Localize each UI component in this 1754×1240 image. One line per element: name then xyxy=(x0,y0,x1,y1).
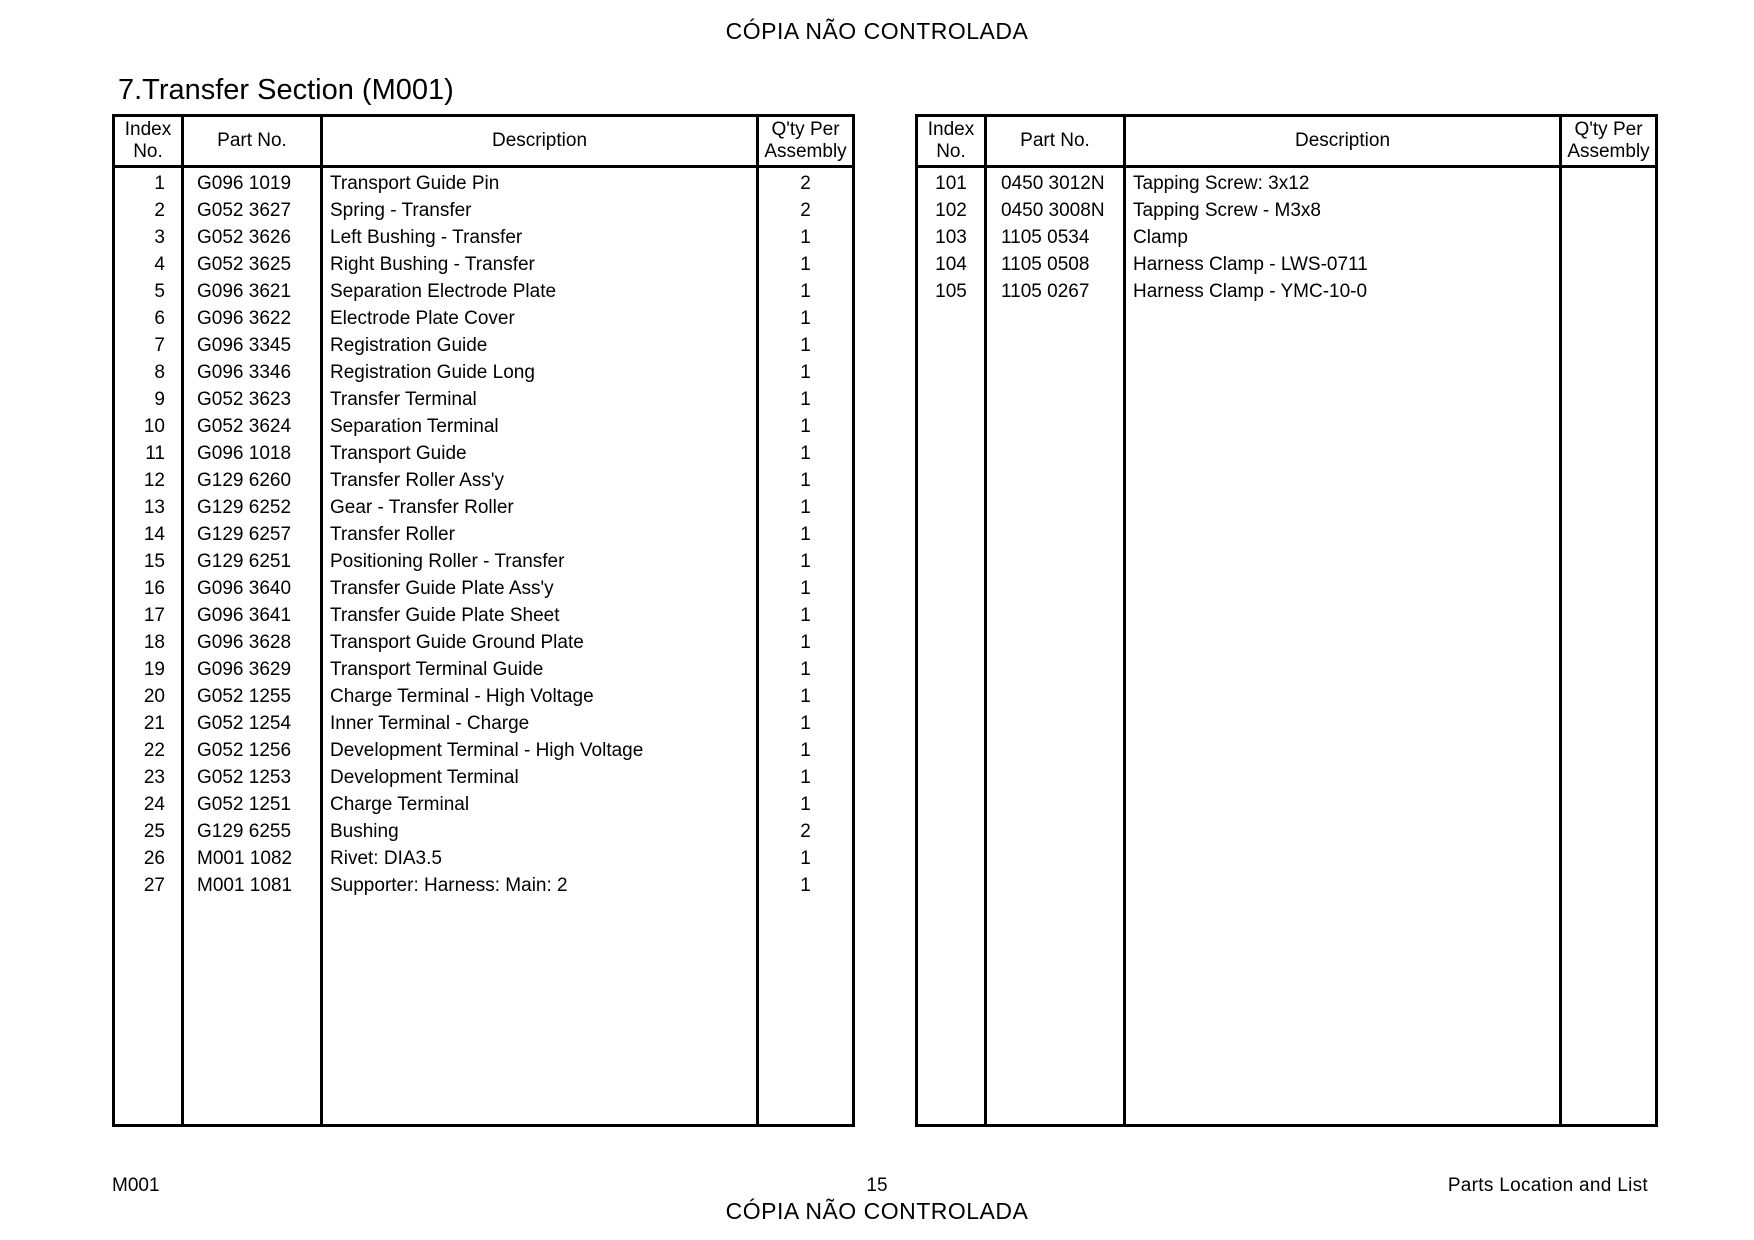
footer-section-name: Parts Location and List xyxy=(1447,1175,1648,1196)
qty-header-line1: Q'ty Per xyxy=(1574,119,1643,140)
table-header-row xyxy=(114,116,854,167)
part-no-cell: G096 1018 xyxy=(183,440,322,467)
index-header-line1: Index xyxy=(124,119,172,140)
qty-cell xyxy=(1561,167,1657,198)
empty-cell xyxy=(1561,305,1657,1126)
empty-cell xyxy=(322,899,758,1126)
qty-header xyxy=(758,116,854,167)
table-filler-row xyxy=(114,899,854,1126)
table-row xyxy=(114,440,854,467)
index-cell: 21 xyxy=(143,712,165,734)
qty-cell: 1 xyxy=(758,872,854,899)
qty-cell: 1 xyxy=(758,683,854,710)
parts-table-left-body xyxy=(114,167,854,1126)
index-cell: 16 xyxy=(143,577,165,599)
description-cell: Transport Guide xyxy=(322,440,758,467)
description-cell: Electrode Plate Cover xyxy=(322,305,758,332)
empty-cell xyxy=(114,899,183,1126)
table-row xyxy=(114,548,854,575)
qty-cell: 2 xyxy=(758,167,854,198)
table-row xyxy=(917,278,1657,305)
description-cell: Right Bushing - Transfer xyxy=(322,251,758,278)
table-row xyxy=(114,710,854,737)
index-cell: 4 xyxy=(154,253,165,275)
qty-header-line2: Assembly xyxy=(1567,141,1650,162)
empty-cell xyxy=(183,899,322,1126)
description-cell: Clamp xyxy=(1125,224,1561,251)
table-row xyxy=(114,575,854,602)
part-no-cell: G052 3626 xyxy=(183,224,322,251)
index-cell: 1 xyxy=(154,172,165,194)
qty-cell: 2 xyxy=(758,197,854,224)
part-no-cell: G096 3640 xyxy=(183,575,322,602)
qty-header-line1: Q'ty Per xyxy=(771,119,840,140)
part-no-cell: G129 6252 xyxy=(183,494,322,521)
part-no-cell: G052 1251 xyxy=(183,791,322,818)
part-no-cell: G096 3629 xyxy=(183,656,322,683)
table-filler-row xyxy=(917,305,1657,1126)
index-cell: 20 xyxy=(143,685,165,707)
table-row xyxy=(114,764,854,791)
index-header-line1: Index xyxy=(927,119,975,140)
index-cell: 105 xyxy=(935,280,967,302)
index-cell: 8 xyxy=(154,361,165,383)
table-header-row xyxy=(917,116,1657,167)
index-cell: 6 xyxy=(154,307,165,329)
part-no-cell: G052 1253 xyxy=(183,764,322,791)
qty-cell: 1 xyxy=(758,359,854,386)
qty-cell: 1 xyxy=(758,386,854,413)
index-cell: 104 xyxy=(935,253,967,275)
part-no-cell: G052 1254 xyxy=(183,710,322,737)
description-cell: Registration Guide xyxy=(322,332,758,359)
table-row xyxy=(114,494,854,521)
description-header: Description xyxy=(322,116,758,167)
part-no-cell: G096 3622 xyxy=(183,305,322,332)
qty-cell: 1 xyxy=(758,278,854,305)
empty-cell xyxy=(917,305,986,1126)
qty-cell: 1 xyxy=(758,521,854,548)
table-row xyxy=(114,845,854,872)
description-cell: Harness Clamp - LWS-0711 xyxy=(1125,251,1561,278)
description-cell: Transport Guide Pin xyxy=(322,167,758,198)
qty-cell: 1 xyxy=(758,629,854,656)
qty-header-line2: Assembly xyxy=(764,141,847,162)
part-no-cell: G052 1255 xyxy=(183,683,322,710)
description-cell: Spring - Transfer xyxy=(322,197,758,224)
table-row xyxy=(114,629,854,656)
part-no-cell: G096 3641 xyxy=(183,602,322,629)
index-cell: 24 xyxy=(143,793,165,815)
index-cell: 23 xyxy=(143,766,165,788)
part-no-header: Part No. xyxy=(986,116,1125,167)
table-row xyxy=(114,224,854,251)
qty-cell xyxy=(1561,197,1657,224)
description-cell: Bushing xyxy=(322,818,758,845)
qty-cell: 1 xyxy=(758,332,854,359)
empty-cell xyxy=(1125,305,1561,1126)
index-header xyxy=(114,116,183,167)
part-no-cell: G052 3627 xyxy=(183,197,322,224)
empty-cell xyxy=(986,305,1125,1126)
qty-header xyxy=(1561,116,1657,167)
index-cell: 18 xyxy=(143,631,165,653)
part-no-cell: G052 3623 xyxy=(183,386,322,413)
part-no-cell: 0450 3012N xyxy=(986,167,1125,198)
table-row xyxy=(114,737,854,764)
description-header: Description xyxy=(1125,116,1561,167)
index-cell: 12 xyxy=(143,469,165,491)
footer-page-number: 15 xyxy=(866,1175,888,1196)
index-cell: 25 xyxy=(143,820,165,842)
description-cell: Development Terminal xyxy=(322,764,758,791)
part-no-cell: G052 3625 xyxy=(183,251,322,278)
index-header-line2: No. xyxy=(936,141,966,162)
description-cell: Transfer Guide Plate Ass'y xyxy=(322,575,758,602)
part-no-cell: G096 1019 xyxy=(183,167,322,198)
index-cell: 9 xyxy=(154,388,165,410)
description-cell: Separation Electrode Plate xyxy=(322,278,758,305)
description-cell: Supporter: Harness: Main: 2 xyxy=(322,872,758,899)
description-cell: Gear - Transfer Roller xyxy=(322,494,758,521)
table-row xyxy=(114,872,854,899)
qty-cell: 1 xyxy=(758,548,854,575)
qty-cell: 2 xyxy=(758,818,854,845)
index-cell: 10 xyxy=(143,415,165,437)
part-no-cell: 1105 0534 xyxy=(986,224,1125,251)
qty-cell xyxy=(1561,278,1657,305)
table-row xyxy=(114,656,854,683)
table-row xyxy=(917,167,1657,198)
description-cell: Tapping Screw - M3x8 xyxy=(1125,197,1561,224)
index-cell: 19 xyxy=(143,658,165,680)
part-no-cell: G052 3624 xyxy=(183,413,322,440)
description-cell: Transport Terminal Guide xyxy=(322,656,758,683)
part-no-cell: G129 6260 xyxy=(183,467,322,494)
qty-cell: 1 xyxy=(758,575,854,602)
part-no-cell: G096 3345 xyxy=(183,332,322,359)
parts-table-right xyxy=(915,114,1658,1127)
description-cell: Separation Terminal xyxy=(322,413,758,440)
index-cell: 13 xyxy=(143,496,165,518)
table-row xyxy=(114,683,854,710)
part-no-cell: G096 3346 xyxy=(183,359,322,386)
index-cell: 101 xyxy=(935,172,967,194)
description-cell: Charge Terminal - High Voltage xyxy=(322,683,758,710)
qty-cell xyxy=(1561,251,1657,278)
qty-cell: 1 xyxy=(758,224,854,251)
qty-cell: 1 xyxy=(758,494,854,521)
table-row xyxy=(114,251,854,278)
index-cell: 27 xyxy=(143,874,165,896)
description-cell: Rivet: DIA3.5 xyxy=(322,845,758,872)
description-cell: Left Bushing - Transfer xyxy=(322,224,758,251)
qty-cell xyxy=(1561,224,1657,251)
part-no-cell: G129 6251 xyxy=(183,548,322,575)
table-row xyxy=(114,602,854,629)
index-cell: 14 xyxy=(143,523,165,545)
empty-cell xyxy=(758,899,854,1126)
qty-cell: 1 xyxy=(758,305,854,332)
description-cell: Transport Guide Ground Plate xyxy=(322,629,758,656)
part-no-cell: M001 1082 xyxy=(183,845,322,872)
part-no-cell: 1105 0508 xyxy=(986,251,1125,278)
table-row xyxy=(114,386,854,413)
description-cell: Transfer Roller xyxy=(322,521,758,548)
table-row xyxy=(114,521,854,548)
section-title: 7.Transfer Section (M001) xyxy=(118,74,454,106)
index-cell: 3 xyxy=(154,226,165,248)
description-cell: Tapping Screw: 3x12 xyxy=(1125,167,1561,198)
table-row xyxy=(917,224,1657,251)
description-cell: Registration Guide Long xyxy=(322,359,758,386)
uncontrolled-copy-stamp-top: CÓPIA NÃO CONTROLADA xyxy=(725,18,1029,44)
description-cell: Transfer Guide Plate Sheet xyxy=(322,602,758,629)
table-row xyxy=(114,791,854,818)
table-row xyxy=(917,251,1657,278)
qty-cell: 1 xyxy=(758,737,854,764)
footer-model: M001 xyxy=(112,1175,160,1196)
part-no-cell: M001 1081 xyxy=(183,872,322,899)
qty-cell: 1 xyxy=(758,710,854,737)
parts-table-right-body xyxy=(917,167,1657,1126)
index-cell: 102 xyxy=(935,199,967,221)
table-row xyxy=(114,197,854,224)
qty-cell: 1 xyxy=(758,467,854,494)
part-no-cell: G096 3628 xyxy=(183,629,322,656)
part-no-cell: G052 1256 xyxy=(183,737,322,764)
qty-cell: 1 xyxy=(758,764,854,791)
qty-cell: 1 xyxy=(758,791,854,818)
table-row xyxy=(114,467,854,494)
description-cell: Transfer Roller Ass'y xyxy=(322,467,758,494)
qty-cell: 1 xyxy=(758,656,854,683)
part-no-cell: 1105 0267 xyxy=(986,278,1125,305)
index-header-line2: No. xyxy=(133,141,163,162)
qty-cell: 1 xyxy=(758,413,854,440)
index-cell: 17 xyxy=(143,604,165,626)
part-no-cell: G096 3621 xyxy=(183,278,322,305)
index-cell: 7 xyxy=(154,334,165,356)
table-row xyxy=(114,413,854,440)
description-cell: Harness Clamp - YMC-10-0 xyxy=(1125,278,1561,305)
description-cell: Positioning Roller - Transfer xyxy=(322,548,758,575)
description-cell: Transfer Terminal xyxy=(322,386,758,413)
description-cell: Inner Terminal - Charge xyxy=(322,710,758,737)
index-header xyxy=(917,116,986,167)
part-no-cell: G129 6255 xyxy=(183,818,322,845)
part-no-cell: G129 6257 xyxy=(183,521,322,548)
part-no-cell: 0450 3008N xyxy=(986,197,1125,224)
table-row xyxy=(114,167,854,198)
index-cell: 22 xyxy=(143,739,165,761)
qty-cell: 1 xyxy=(758,440,854,467)
table-row xyxy=(114,332,854,359)
description-cell: Charge Terminal xyxy=(322,791,758,818)
qty-cell: 1 xyxy=(758,845,854,872)
table-row xyxy=(114,818,854,845)
index-cell: 103 xyxy=(935,226,967,248)
description-cell: Development Terminal - High Voltage xyxy=(322,737,758,764)
uncontrolled-copy-stamp-bottom: CÓPIA NÃO CONTROLADA xyxy=(725,1198,1029,1224)
table-row xyxy=(114,278,854,305)
qty-cell: 1 xyxy=(758,251,854,278)
qty-cell: 1 xyxy=(758,602,854,629)
table-row xyxy=(114,305,854,332)
index-cell: 26 xyxy=(143,847,165,869)
parts-table-left xyxy=(112,114,855,1127)
index-cell: 15 xyxy=(143,550,165,572)
index-cell: 11 xyxy=(145,442,165,464)
index-cell: 5 xyxy=(154,280,165,302)
index-cell: 2 xyxy=(154,199,165,221)
part-no-header: Part No. xyxy=(183,116,322,167)
table-row xyxy=(917,197,1657,224)
table-row xyxy=(114,359,854,386)
